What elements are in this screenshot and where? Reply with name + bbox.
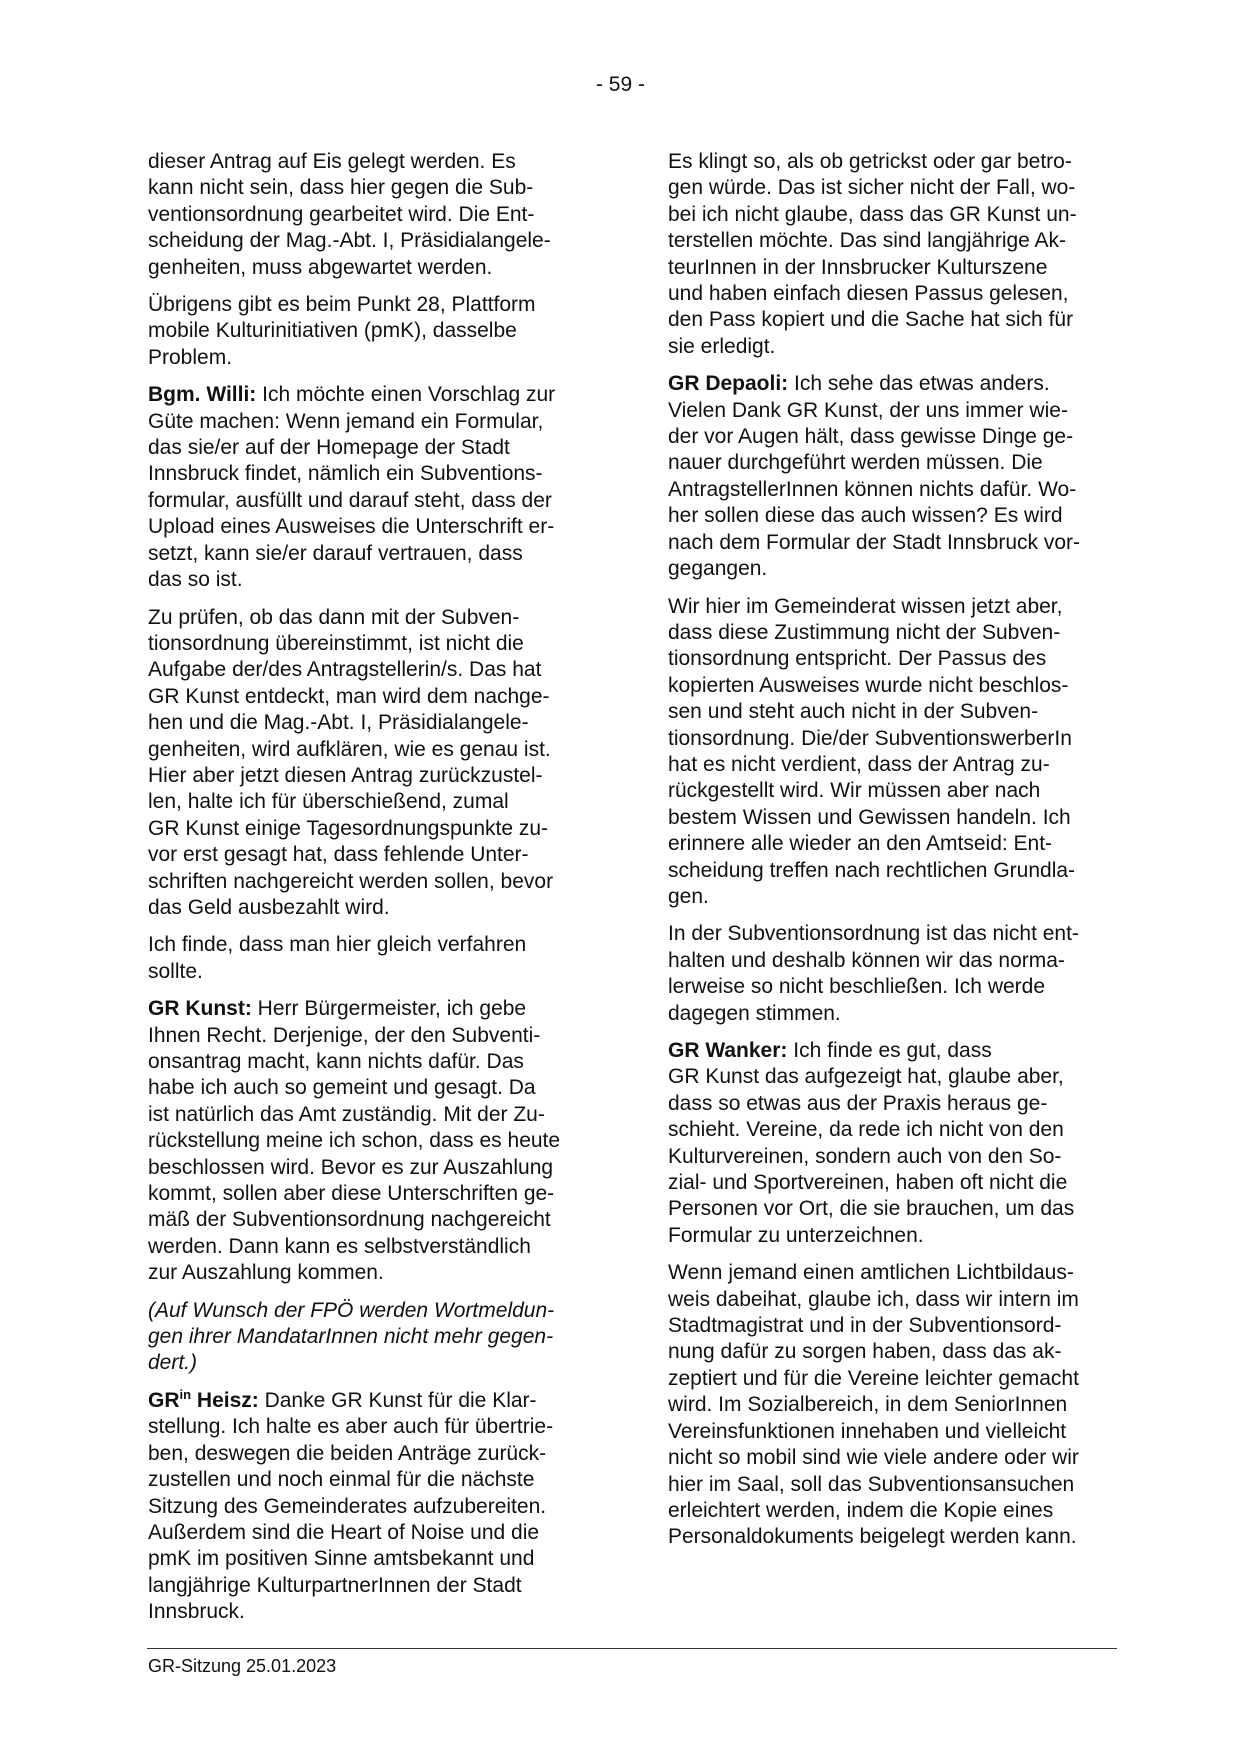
paragraph (148, 292, 600, 371)
text-line: len, halte ich für überschießend, zumal (148, 790, 509, 814)
text-line: dass so etwas aus der Praxis heraus ge- (668, 1091, 1048, 1115)
left-column (148, 149, 600, 1637)
paragraph-first-line (148, 996, 600, 1022)
text-line: nach dem Formular der Stadt Innsbruck vor- (668, 530, 1081, 554)
speaker-name: GR Wanker: (668, 1039, 788, 1062)
speaker-name: Bgm. Willi: (148, 383, 257, 407)
text-line: zial- und Sportvereinen, haben oft nicht die (668, 1171, 1068, 1195)
paragraph (148, 605, 600, 922)
text-line: Stadtmagistrat und in der Subventionsord- (668, 1314, 1062, 1338)
text-line: formular, ausfüllt und darauf steht, dass der (148, 488, 552, 512)
text-line: Sitzung des Gemeinderates aufzubereiten. (148, 1494, 547, 1518)
text-line: (Auf Wunsch der FPÖ werden Wortmeldun- (148, 1298, 555, 1322)
text-line: mäß der Subventionsordnung nachgereicht (148, 1208, 551, 1232)
text-line: gegangen. (668, 557, 768, 581)
text-line: GR Kunst das aufgezeigt hat, glaube aber, (668, 1065, 1064, 1089)
text-line: gen würde. Das ist sicher nicht der Fall, wo- (668, 176, 1076, 200)
text-line: stellung. Ich halte es aber auch für übertrie- (148, 1415, 554, 1439)
text-line: Formular zu unterzeichnen. (668, 1223, 924, 1247)
text-line: nicht so mobil sind wie viele andere oder wir (668, 1446, 1079, 1470)
text-line: teurInnen in der Innsbrucker Kulturszene (668, 255, 1048, 279)
text-line: den Pass kopiert und die Sache hat sich für (668, 308, 1074, 332)
paragraph (148, 1298, 600, 1377)
paragraph-first-line (148, 1388, 600, 1414)
text-line: tionsordnung. Die/der SubventionswerberIn (668, 726, 1072, 750)
paragraph-first-line (148, 382, 600, 408)
text-line: der vor Augen hält, dass gewisse Dinge ge- (668, 425, 1074, 449)
text-line: erinnere alle wieder an den Amtseid: Ent- (668, 832, 1053, 856)
text-line: nung dafür zu sorgen haben, dass das ak- (668, 1340, 1062, 1364)
text-line: hier im Saal, soll das Subventionsansuchen (668, 1472, 1075, 1496)
page-number: - 59 - (595, 73, 645, 96)
text-line: sen und steht auch nicht in der Subven- (668, 700, 1039, 724)
text-line: kopierten Ausweises wurde nicht beschlos- (668, 673, 1069, 697)
paragraph (668, 149, 1120, 360)
paragraph (668, 371, 1120, 582)
paragraph-first-line (668, 371, 1120, 397)
text-line: weis dabeihat, glaube ich, dass wir intern im (668, 1287, 1079, 1311)
text-line: Aufgabe der/des Antragstellerin/s. Das hat (148, 658, 542, 682)
text-line: gen. (668, 884, 709, 908)
paragraph (148, 382, 600, 593)
text-line: Außerdem sind die Heart of Noise und die (148, 1520, 540, 1544)
text-line: pmK im positiven Sinne amtsbekannt und (148, 1547, 535, 1571)
speech-text: Herr Bürgermeister, ich gebe (251, 997, 527, 1021)
text-line: Ich finde, dass man hier gleich verfahren (148, 933, 527, 957)
text-line: mobile Kulturinitiativen (pmK), dasselbe (148, 319, 517, 343)
text-line: zur Auszahlung kommen. (148, 1261, 384, 1285)
text-line: Zu prüfen, ob das dann mit der Subven- (148, 605, 520, 629)
text-line: hen und die Mag.-Abt. I, Präsidialangele- (148, 711, 529, 735)
text-line: Kulturvereinen, sondern auch von den So- (668, 1144, 1062, 1168)
footer-session-date: GR-Sitzung 25.01.2023 (148, 1656, 337, 1676)
text-line: beschlossen wird. Bevor es zur Auszahlung (148, 1155, 554, 1179)
text-line: terstellen möchte. Das sind langjährige Ak- (668, 229, 1067, 253)
text-line: scheidung der Mag.-Abt. I, Präsidialangele- (148, 229, 551, 253)
text-line: GR Kunst entdeckt, man wird dem nachge- (148, 684, 550, 708)
speech-text: Ich sehe das etwas anders. (788, 372, 1050, 396)
paragraph (668, 1260, 1120, 1550)
footer-divider (147, 1648, 1117, 1649)
text-line: In der Subventionsordnung ist das nicht ent- (668, 922, 1079, 946)
text-line: sollte. (148, 959, 203, 983)
text-line: GR Kunst einige Tagesordnungspunkte zu- (148, 816, 549, 840)
text-line: dass diese Zustimmung nicht der Subven- (668, 620, 1061, 644)
text-line: Wenn jemand einen amtlichen Lichtbildaus- (668, 1261, 1074, 1285)
text-line: setzt, kann sie/er darauf vertrauen, dass (148, 541, 523, 565)
paragraph (148, 149, 600, 281)
text-line: Innsbruck. (148, 1600, 245, 1624)
text-line: Problem. (148, 345, 233, 369)
text-line: AntragstellerInnen können nichts dafür. Wo- (668, 477, 1077, 501)
text-line: werden. Dann kann es selbstverständlich (148, 1234, 531, 1258)
text-line: das sie/er auf der Homepage der Stadt (148, 436, 510, 460)
text-line: Ihnen Recht. Derjenige, der den Subventi- (148, 1023, 541, 1047)
text-line: nauer durchgeführt werden müssen. Die (668, 451, 1043, 475)
text-line: wird. Im Sozialbereich, in dem SeniorInnen (668, 1393, 1068, 1417)
text-line: Übrigens gibt es beim Punkt 28, Plattform (148, 293, 536, 317)
text-line: rückgestellt wird. Wir müssen aber nach (668, 779, 1041, 803)
speech-text: Danke GR Kunst für die Klar- (258, 1388, 537, 1412)
speaker-name: GR Kunst: (148, 997, 252, 1021)
speaker-superscript: in (179, 1386, 192, 1402)
text-line: sie erledigt. (668, 334, 776, 358)
text-line: her sollen diese das auch wissen? Es wird (668, 504, 1063, 528)
right-column (668, 149, 1120, 1562)
text-line: ben, deswegen die beiden Anträge zurück- (148, 1441, 547, 1465)
text-line: Hier aber jetzt diesen Antrag zurückzustel- (148, 763, 543, 787)
text-line: ventionsordnung gearbeitet wird. Die Ent- (148, 202, 535, 226)
text-line: scheidung treffen nach rechtlichen Grundla- (668, 858, 1076, 882)
text-line: dagegen stimmen. (668, 1001, 841, 1025)
text-line: Vielen Dank GR Kunst, der uns immer wie- (668, 398, 1068, 422)
paragraph (148, 1388, 600, 1626)
paragraph (668, 1038, 1120, 1249)
text-line: tionsordnung übereinstimmt, ist nicht die (148, 631, 524, 655)
text-line: Güte machen: Wenn jemand ein Formular, (148, 409, 544, 433)
text-line: das so ist. (148, 568, 243, 592)
text-line: tionsordnung entspricht. Der Passus des (668, 647, 1047, 671)
text-line: schieht. Vereine, da rede ich nicht von den (668, 1118, 1064, 1142)
text-line: Innsbruck findet, nämlich ein Subventions- (148, 462, 543, 486)
text-line: genheiten, wird aufklären, wie es genau ist. (148, 737, 551, 761)
text-line: schriften nachgereicht werden sollen, bevor (148, 869, 554, 893)
text-line: Vereinsfunktionen innehaben und vielleicht (668, 1419, 1067, 1443)
text-line: zeptiert und für die Vereine leichter gemacht (668, 1366, 1079, 1390)
text-line: onsantrag macht, kann nichts dafür. Das (148, 1050, 524, 1073)
text-line: kommt, sollen aber diese Unterschriften ge- (148, 1182, 555, 1206)
text-line: bestem Wissen und Gewissen handeln. Ich (668, 805, 1071, 829)
text-line: Wir hier im Gemeinderat wissen jetzt aber, (668, 594, 1063, 618)
text-line: das Geld ausbezahlt wird. (148, 895, 390, 919)
text-line: Personaldokuments beigelegt werden kann. (668, 1525, 1077, 1549)
speaker-name: GR Depaoli: (668, 372, 789, 396)
text-line: bei ich nicht glaube, dass das GR Kunst un- (668, 202, 1077, 226)
paragraph-first-line (668, 1038, 1120, 1064)
text-line: und haben einfach diesen Passus gelesen, (668, 282, 1069, 306)
text-line: Upload eines Ausweises die Unterschrift er- (148, 515, 555, 539)
text-line: habe ich auch so gemeint und gesagt. Da (148, 1076, 536, 1100)
speech-text: Ich möchte einen Vorschlag zur (256, 383, 556, 407)
text-line: zustellen und noch einmal für die nächste (148, 1468, 535, 1492)
text-line: vor erst gesagt hat, dass fehlende Unter- (148, 843, 529, 867)
text-line: langjährige KulturpartnerInnen der Stadt (148, 1573, 522, 1597)
text-line: rückstellung meine ich schon, dass es heute (148, 1129, 561, 1153)
paragraph (148, 932, 600, 985)
speaker-name-suffix: Heisz: (191, 1388, 259, 1412)
paragraph (148, 996, 600, 1286)
text-line: ist natürlich das Amt zuständig. Mit der Zu- (148, 1102, 545, 1126)
text-line: dert.) (148, 1351, 198, 1375)
text-line: Personen vor Ort, die sie brauchen, um das (668, 1197, 1075, 1221)
text-line: gen ihrer MandatarInnen nicht mehr gegen- (148, 1325, 554, 1349)
text-line: kann nicht sein, dass hier gegen die Sub- (148, 176, 534, 200)
text-line: erleichtert werden, indem die Kopie eines (668, 1498, 1054, 1522)
speaker-name: GR (148, 1388, 180, 1412)
text-line: halten und deshalb können wir das norma- (668, 948, 1065, 972)
text-line: hat es nicht verdient, dass der Antrag zu- (668, 752, 1050, 776)
text-line: lerweise so nicht beschließen. Ich werde (668, 975, 1046, 999)
text-line: genheiten, muss abgewartet werden. (148, 255, 493, 279)
text-line: dieser Antrag auf Eis gelegt werden. Es (148, 150, 516, 173)
paragraph (668, 921, 1120, 1027)
text-line: Es klingt so, als ob getrickst oder gar betro- (668, 150, 1072, 173)
paragraph (668, 594, 1120, 911)
speech-text: Ich finde es gut, dass (787, 1039, 992, 1062)
